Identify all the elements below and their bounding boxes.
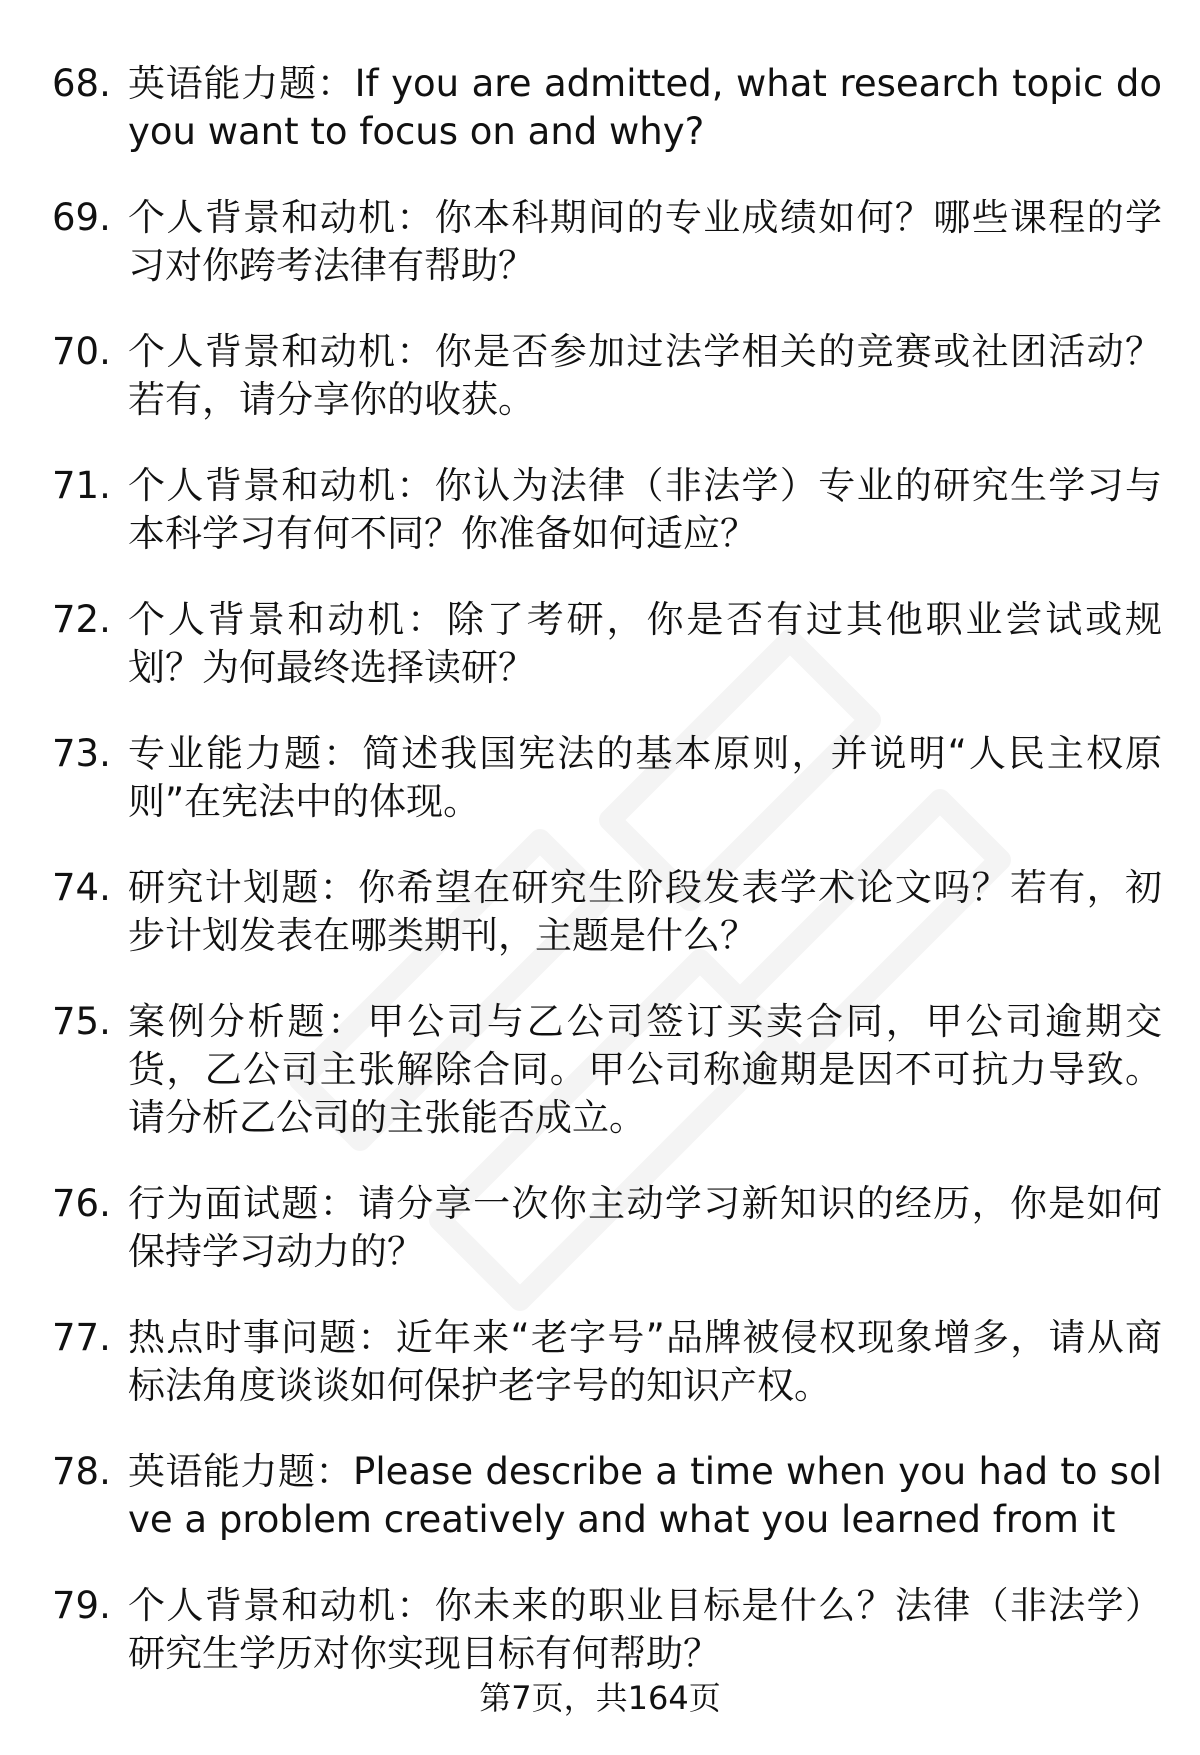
list-item [52, 60, 1162, 156]
list-item [52, 864, 1162, 960]
list-item [52, 328, 1162, 424]
question-number: 79. [52, 1584, 111, 1627]
question-number: 75. [52, 1000, 111, 1043]
question-number: 70. [52, 330, 111, 373]
list-item [52, 1314, 1162, 1410]
question-text: 个人背景和动机：你是否参加过法学相关的竞赛或社团活动？若有，请分享你的收获。 [128, 330, 1162, 421]
question-list [52, 60, 1162, 1716]
question-text: 研究计划题：你希望在研究生阶段发表学术论文吗？若有，初步计划发表在哪类期刊，主题是什么？ [128, 866, 1162, 957]
question-number: 76. [52, 1182, 111, 1225]
question-number: 72. [52, 598, 111, 641]
question-text: 英语能力题：If you are admitted, what research topic do you want to focus on and why? [128, 62, 1162, 153]
list-item [52, 1582, 1162, 1678]
list-item [52, 998, 1162, 1142]
question-text: 个人背景和动机：你未来的职业目标是什么？法律（非法学）研究生学历对你实现目标有何帮助？ [128, 1584, 1162, 1675]
question-number: 69. [52, 196, 111, 239]
question-number: 74. [52, 866, 111, 909]
question-number: 73. [52, 732, 111, 775]
page-number-footer: 第7页，共164页 [479, 1679, 721, 1717]
list-item [52, 462, 1162, 558]
question-text: 个人背景和动机：你认为法律（非法学）专业的研究生学习与本科学习有何不同？你准备如何适应？ [128, 464, 1162, 555]
question-number: 71. [52, 464, 111, 507]
list-item [52, 1180, 1162, 1276]
question-text: 个人背景和动机：你本科期间的专业成绩如何？哪些课程的学习对你跨考法律有帮助？ [128, 196, 1162, 287]
question-text: 热点时事问题：近年来“老字号”品牌被侵权现象增多，请从商标法角度谈谈如何保护老字号的知识产权。 [128, 1316, 1162, 1407]
question-text: 个人背景和动机：除了考研，你是否有过其他职业尝试或规划？为何最终选择读研？ [128, 598, 1162, 689]
question-number: 68. [52, 62, 111, 105]
question-text: 案例分析题：甲公司与乙公司签订买卖合同，甲公司逾期交货，乙公司主张解除合同。甲公司称逾期是因不可抗力导致。请分析乙公司的主张能否成立。 [128, 1000, 1162, 1139]
question-number: 78. [52, 1450, 111, 1493]
list-item [52, 194, 1162, 290]
question-number: 77. [52, 1316, 111, 1359]
question-text: 行为面试题：请分享一次你主动学习新知识的经历，你是如何保持学习动力的？ [128, 1182, 1162, 1273]
list-item [52, 1448, 1162, 1544]
list-item [52, 596, 1162, 692]
question-text: 专业能力题：简述我国宪法的基本原则，并说明“人民主权原则”在宪法中的体现。 [128, 732, 1162, 823]
list-item [52, 730, 1162, 826]
question-text: 英语能力题：Please describe a time when you had to solve a problem creatively and what you learned from it [128, 1450, 1162, 1541]
